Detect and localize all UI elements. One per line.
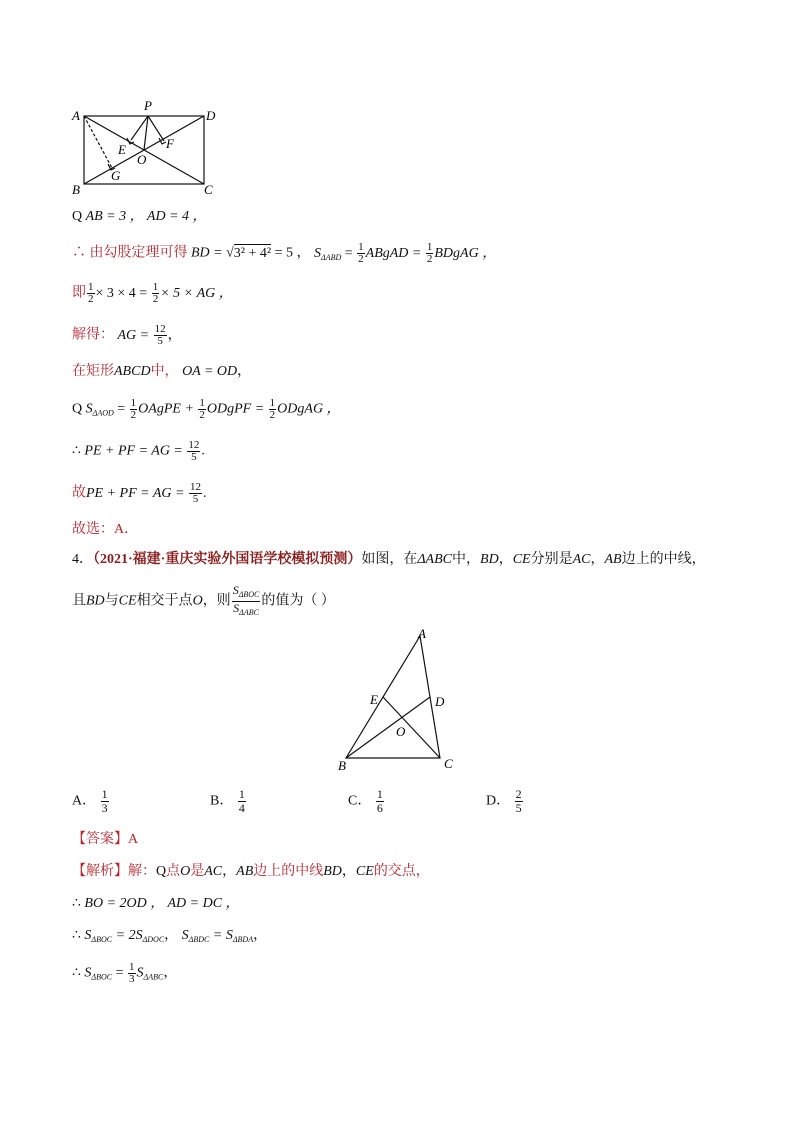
frac-den: 5 [192, 493, 199, 505]
oa-od: OA = OD [182, 364, 238, 379]
seg: AB [604, 552, 622, 567]
area-sub: ΔBDC [188, 935, 210, 944]
triangle-abc [346, 636, 440, 758]
q4-line-2 [72, 584, 335, 619]
frac-num: 1 [269, 397, 276, 409]
label-a: A [72, 108, 80, 123]
frac-num: 1 [152, 281, 159, 293]
text: 如图，在 [361, 552, 418, 567]
sep: ， [590, 552, 605, 567]
term: ODgAG ， [277, 401, 341, 417]
area-symbol: S [314, 245, 321, 261]
area-sub: ΔABD [321, 252, 342, 262]
option-letter: D． [486, 793, 511, 809]
area-symbol: S [84, 928, 92, 943]
sol-line-8 [72, 482, 206, 505]
label-o: O [137, 152, 147, 167]
term: OAgPE + [138, 401, 194, 417]
area-symbol: S [232, 583, 239, 597]
sol-line-5 [72, 362, 251, 382]
ag-eq: AG = [117, 327, 150, 343]
option-d[interactable] [486, 788, 524, 815]
comma: ， [237, 364, 252, 379]
label-e: E [118, 142, 126, 157]
segment-pf [148, 116, 164, 141]
right-angle-e [127, 138, 134, 144]
frac-den: 2 [199, 409, 205, 421]
because-symbol: Q [72, 209, 83, 224]
sol-line-9: 故选：A． [72, 522, 139, 537]
term: ODgPF = [206, 401, 265, 417]
period: . [202, 485, 207, 501]
label-c: C [444, 756, 453, 771]
frac-num: 12 [188, 439, 200, 451]
seg: AC [572, 552, 591, 567]
eq: = [117, 401, 126, 417]
sep: ， [164, 928, 179, 943]
analysis-line-1 [72, 862, 430, 882]
expr: × 3 × 4 = [95, 285, 148, 301]
area-sub: ΔABC [239, 608, 259, 617]
frac-num: 1 [426, 241, 433, 253]
because-symbol: Q [156, 864, 167, 879]
frac-num: 1 [130, 397, 137, 409]
frac-num: 1 [88, 281, 94, 293]
frac-den: 2 [130, 409, 137, 421]
jiede-text: 解得： [72, 327, 114, 343]
frac-den: 5 [157, 335, 163, 347]
area-sub: ΔBOC [238, 590, 260, 599]
label-o: O [396, 724, 406, 739]
seg: AB [236, 864, 254, 879]
area-sub: ΔBOC [91, 972, 113, 982]
question-source: （2021·福建·重庆实验外国语学校模拟预测） [93, 552, 362, 567]
frac-num: 12 [154, 323, 166, 335]
because-symbol: Q [72, 401, 83, 417]
option-a[interactable] [72, 788, 110, 815]
sep: ， [341, 864, 356, 879]
expr: × 5 × AG ， [160, 285, 233, 301]
comma: ， [167, 327, 182, 343]
label-d: D [435, 694, 445, 709]
option-b[interactable] [210, 788, 247, 815]
period: . [201, 443, 205, 459]
point: O [180, 864, 191, 879]
comma: ， [253, 928, 268, 943]
text: 中， [150, 364, 179, 379]
label-b: B [72, 182, 80, 197]
text: 边上的中线 [253, 864, 324, 879]
frac-den: 2 [426, 253, 433, 265]
therefore-symbol: ∴ [72, 443, 81, 459]
sol-line-3 [72, 282, 233, 305]
sum-eq: PE + PF = AG = [86, 485, 185, 501]
point: O [192, 593, 203, 609]
label-e: E [370, 692, 378, 707]
text: 点 [166, 864, 181, 879]
analysis-tag: 【解析】 [72, 864, 128, 879]
analysis-line-3 [72, 926, 267, 950]
text: 在矩形 [72, 364, 114, 379]
answer-value: A [128, 832, 139, 847]
frac-den: 5 [191, 451, 197, 463]
label-g: G [111, 168, 121, 183]
analysis-line-2 [72, 894, 240, 914]
eq-five: = 5 ， [274, 245, 311, 261]
question-number: 4． [72, 552, 93, 567]
seg: CE [355, 864, 374, 879]
area-symbol: S [233, 601, 240, 615]
area-symbol: S [181, 928, 189, 943]
area-sub: ΔBOC [91, 935, 113, 944]
sol-line-7 [72, 440, 205, 463]
relations: BO = 2OD ， AD = DC ， [84, 896, 240, 911]
ji-text: 即 [72, 285, 86, 301]
q4-line-1 [72, 550, 706, 570]
frac-num: 1 [238, 787, 245, 801]
bd-eq: BD = [191, 245, 223, 261]
therefore-symbol: ∴ [72, 965, 81, 981]
option-c[interactable] [348, 788, 385, 815]
text: 的值为（ ） [261, 593, 335, 609]
text: 与 [104, 593, 119, 609]
frac-num: 12 [189, 481, 201, 493]
bdgag: BDgAG ， [434, 245, 497, 261]
sol-line-1 [72, 207, 207, 227]
answer-tag: 【答案】 [72, 832, 128, 847]
label-p: P [144, 98, 152, 113]
seg: CE [512, 552, 531, 567]
sep: ， [222, 864, 237, 879]
sep: ， [498, 552, 513, 567]
sol-line-2: ∴ 由勾股定理可得 BD = √3² + 4² = 5 ， $S_{\Delta ABD}$ = $\frac{1}{2}$ ABgAD = $\frac{1}{2}$ BDgAG ， [72, 241, 497, 265]
frac-den: 3 [129, 973, 135, 985]
seg: BD [86, 593, 105, 609]
analysis-line-4 [72, 962, 177, 988]
frac-den: 2 [152, 293, 159, 305]
frac-num: 1 [199, 397, 205, 409]
option-letter: B． [210, 793, 234, 809]
label-a: A [418, 626, 426, 641]
eq: = [115, 965, 124, 981]
frac-num: 1 [129, 961, 135, 973]
answer-line [72, 830, 138, 850]
frac-den: 2 [358, 253, 364, 265]
sol-line-6 [72, 398, 341, 424]
seg: BD [480, 552, 499, 567]
therefore-symbol: ∴ [72, 928, 81, 943]
text: 是 [190, 864, 205, 879]
sum-eq: PE + PF = AG = [84, 443, 183, 459]
triangle-figure [330, 622, 470, 774]
frac-num: 1 [101, 787, 108, 801]
area-sub: ΔAOD [92, 408, 114, 418]
seg: CE [118, 593, 137, 609]
pythagoras-text: 由勾股定理可得 [89, 245, 188, 261]
comma: ， [163, 965, 178, 981]
seg: AC [204, 864, 223, 879]
text: 且 [72, 593, 86, 609]
seg: BD [323, 864, 342, 879]
area-symbol: S [136, 965, 144, 981]
frac-num: 1 [376, 787, 383, 801]
frac-den: 5 [515, 801, 522, 815]
expr: = 2S [115, 928, 143, 943]
area-sub: ΔABC [143, 972, 164, 982]
median-bd [346, 697, 430, 758]
text: 中， [452, 552, 481, 567]
frac-den: 3 [101, 801, 108, 815]
area-symbol: S [84, 965, 92, 981]
text: 相交于点 [136, 593, 193, 609]
text: 解： [128, 864, 156, 879]
area-symbol: S [85, 401, 93, 417]
frac-num: 1 [358, 241, 364, 253]
rect-name: ABCD [114, 364, 151, 379]
option-letter: A． [72, 793, 97, 809]
triangle-name: ΔABC [417, 552, 453, 567]
label-c: C [204, 182, 213, 197]
text: 的交点， [373, 864, 430, 879]
therefore-symbol: ∴ [72, 245, 86, 261]
abgad: ABgAD = [365, 245, 422, 261]
sqrt-content: 3² + 4² [233, 245, 272, 261]
sol-line-4 [72, 324, 182, 347]
expr: = S [212, 928, 233, 943]
given-values: AB = 3 ， AD = 4 ， [85, 209, 207, 224]
text: 边上的中线， [621, 552, 706, 567]
frac-den: 6 [376, 801, 383, 815]
gu-text: 故 [72, 485, 86, 501]
therefore-symbol: ∴ [72, 896, 81, 911]
frac-den: 2 [269, 409, 276, 421]
frac-den: 2 [88, 293, 94, 305]
option-letter: C． [348, 793, 372, 809]
rectangle-figure [66, 96, 226, 200]
text: ，则 [202, 593, 231, 609]
area-sub: ΔBDA [232, 935, 254, 944]
label-b: B [338, 758, 346, 773]
label-f: F [166, 136, 174, 151]
frac-den: 4 [238, 801, 245, 815]
area-sub: ΔDOC [142, 935, 165, 944]
frac-num: 2 [515, 787, 522, 801]
label-d: D [206, 108, 216, 123]
text: 分别是 [530, 552, 573, 567]
